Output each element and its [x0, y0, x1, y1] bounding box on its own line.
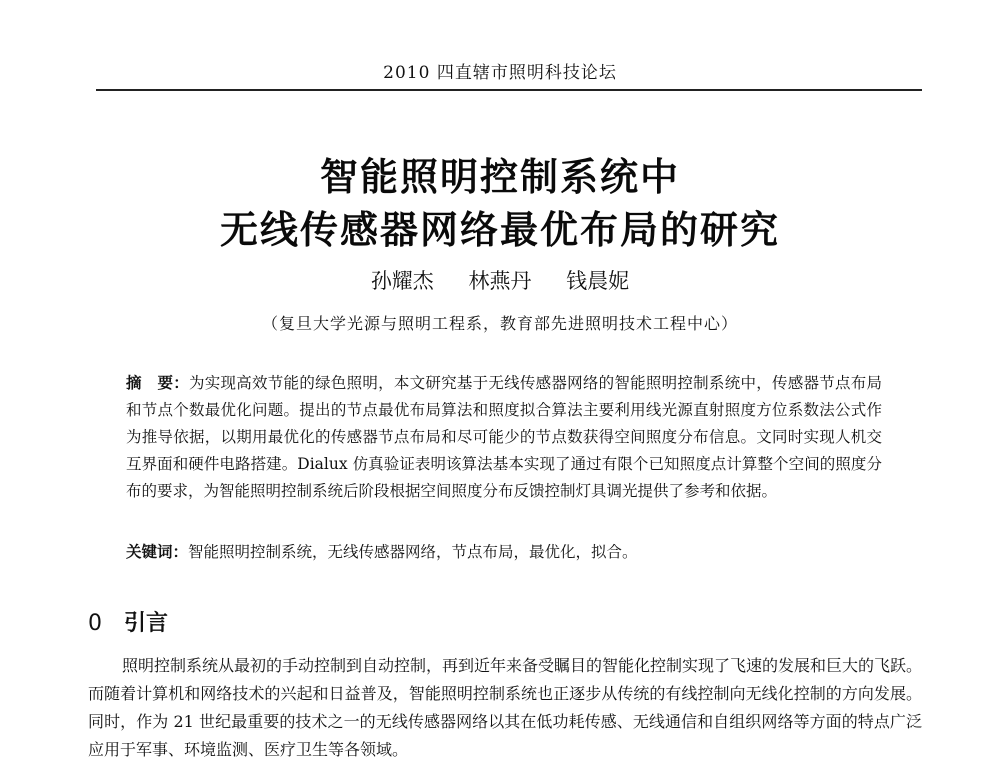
abstract-label: 摘 要： [126, 374, 190, 392]
header-rule [96, 89, 922, 91]
abstract-text: 为实现高效节能的绿色照明，本文研究基于无线传感器网络的智能照明控制系统中，传感器节点布局和节点个数最优化问题。提出的节点最优布局算法和照度拟合算法主要利用线光源直射照度方位系数法公式作为推导依据，以期用最优化的传感器节点布局和尽可能少的节点数获得空间照度分布信息。文同时实现人机交互界面和硬件电路搭建。Dialux 仿真验证表明该算法基本实现了通过有限个已知照度点计算整个空间的照度分布的要求，为智能照明控制系统后阶段根据空间照度分布反馈控制灯具调光提供了参考和依据。 [126, 374, 882, 500]
author-list: 孙耀杰 林燕丹 钱晨妮 [370, 269, 630, 293]
body-paragraph: 照明控制系统从最初的手动控制到自动控制，再到近年来备受瞩目的智能化控制实现了飞速的发展和巨大的飞跃。而随着计算机和网络技术的兴起和日益普及，智能照明控制系统也正逐步从传统的有线控制向无线化控制的方向发展。同时，作为 21 世纪最重要的技术之一的无线传感器网络以其在低功耗传感、无线通信和自组织网络等方面的特点广泛应用于军事、环境监测、医疗卫生等各领域。 [88, 656, 923, 759]
section-title: 引言 [124, 611, 169, 636]
author-affiliation: （复旦大学光源与照明工程系，教育部先进照明技术工程中心） [261, 314, 738, 333]
keywords-label: 关键词： [126, 543, 189, 561]
running-header: 2010 四直辖市照明科技论坛 [383, 63, 617, 83]
abstract [126, 370, 882, 505]
keywords [126, 539, 882, 566]
section-heading [88, 606, 168, 637]
keywords-text: 智能照明控制系统，无线传感器网络，节点布局，最优化，拟合。 [188, 543, 638, 561]
paper-title-line-2: 无线传感器网络最优布局的研究 [219, 208, 780, 252]
paper-title-line-1: 智能照明控制系统中 [319, 155, 680, 199]
section-number: 0 [88, 611, 102, 636]
